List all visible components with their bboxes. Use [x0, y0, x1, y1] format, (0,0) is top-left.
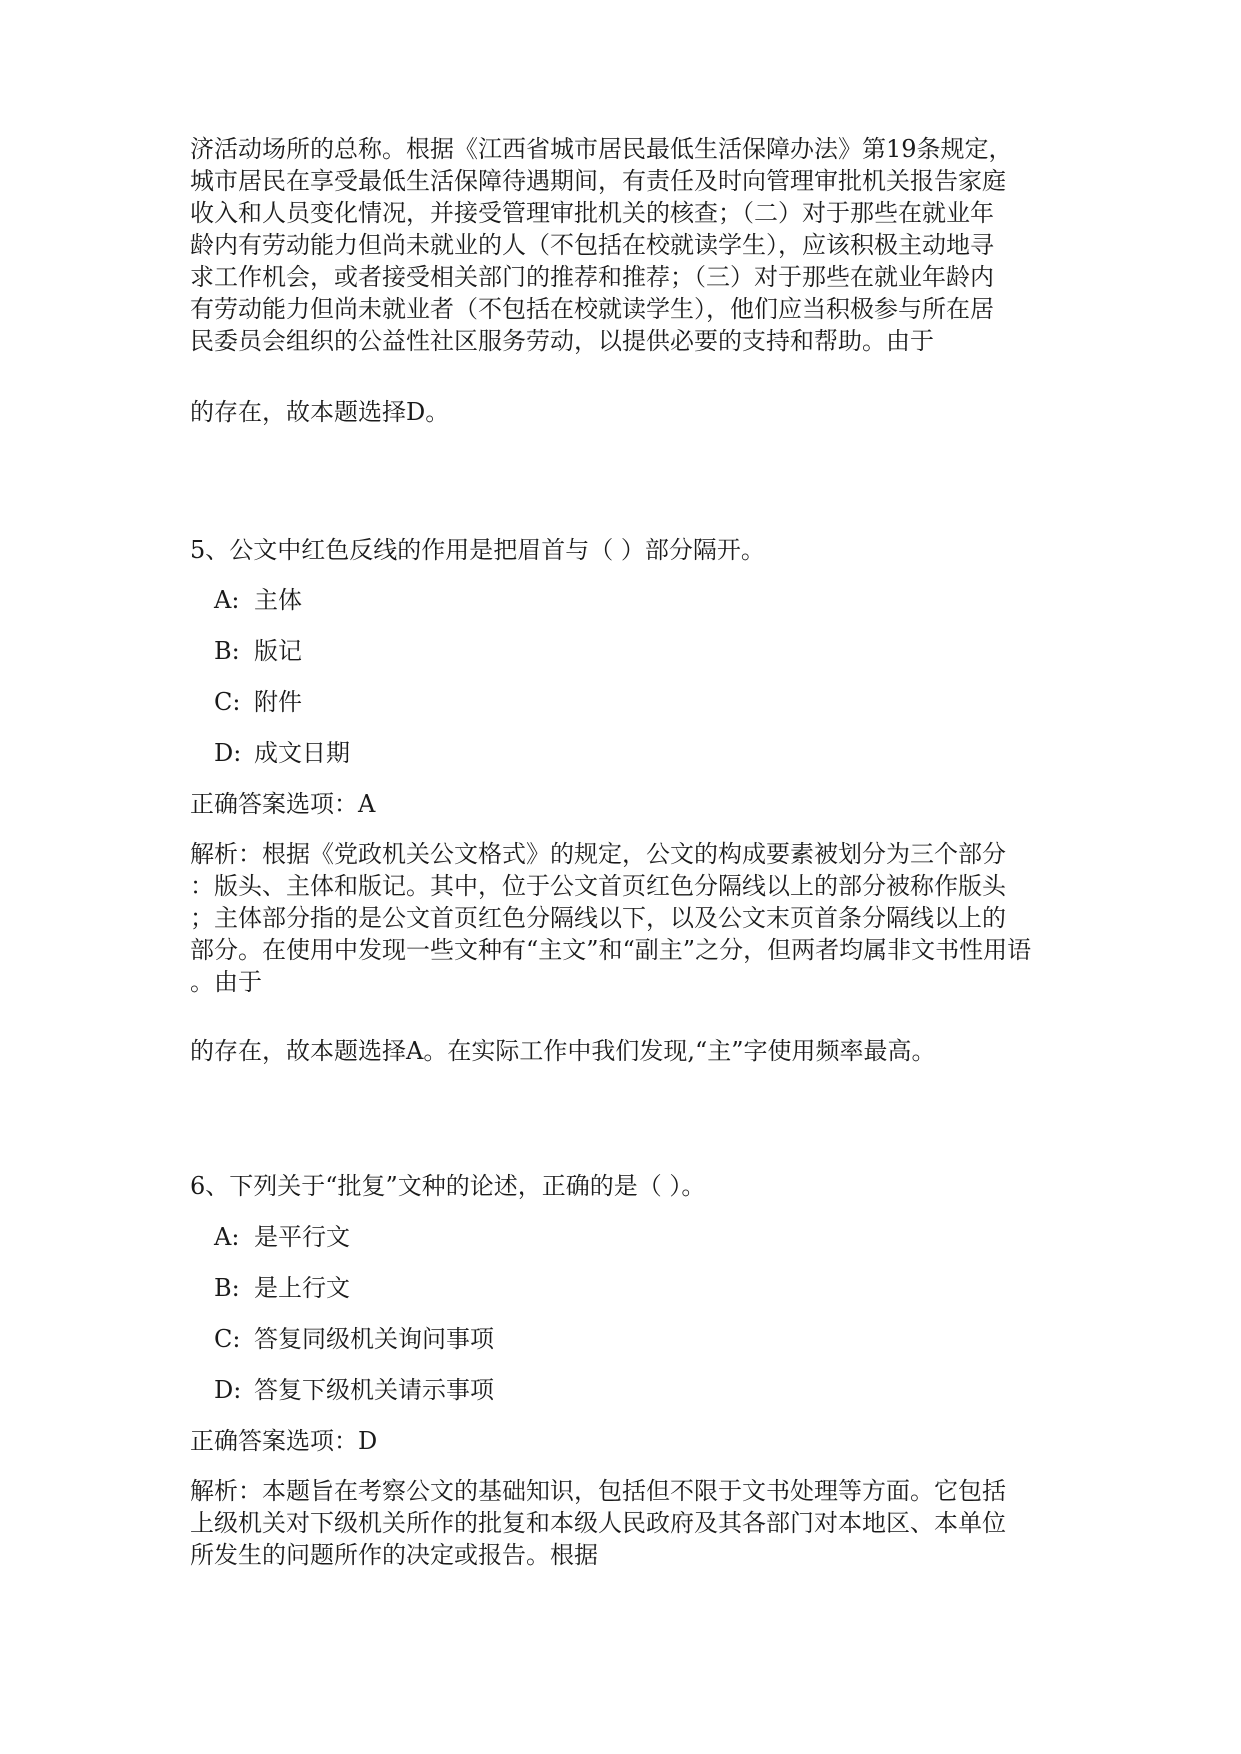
question-6-analysis	[190, 1475, 1050, 1571]
question-6-option-b	[214, 1272, 350, 1304]
text-line: 解析：本题旨在考察公文的基础知识，包括但不限于文书处理等方面。它包括	[190, 1477, 1006, 1505]
option-key: C:	[214, 1325, 241, 1353]
option-text: 附件	[254, 688, 302, 716]
option-key: A:	[214, 586, 240, 614]
option-key: C:	[214, 688, 241, 716]
text-line: 上级机关对下级机关所作的批复和本级人民政府及其各部门对本地区、本单位	[190, 1509, 1006, 1537]
text-line: 求工作机会，或者接受相关部门的推荐和推荐；（三）对于那些在就业年龄内	[190, 263, 994, 291]
text-line: 龄内有劳动能力但尚未就业的人（不包括在校就读学生），应该积极主动地寻	[190, 231, 994, 259]
question-6-option-d	[214, 1374, 494, 1406]
text-line: 城市居民在享受最低生活保障待遇期间，有责任及时向管理审批机关报告家庭	[190, 167, 1006, 195]
text-line: 民委员会组织的公益性社区服务劳动，以提供必要的支持和帮助。由于	[190, 327, 934, 355]
option-text: 是上行文	[254, 1274, 350, 1302]
text-line: 收入和人员变化情况，并接受管理审批机关的核查；（二）对于那些在就业年	[190, 199, 994, 227]
question-5-option-a	[214, 584, 302, 616]
option-text: 主体	[254, 586, 302, 614]
text-line: ；主体部分指的是公文首页红色分隔线以下，以及公文末页首条分隔线以上的	[190, 904, 1006, 932]
question-6-answer: 正确答案选项：D	[190, 1427, 378, 1455]
intro-paragraph	[190, 133, 1050, 357]
question-5-analysis	[190, 838, 1050, 998]
option-key: B:	[214, 1274, 240, 1302]
text-line: 所发生的问题所作的决定或报告。根据	[190, 1541, 598, 1569]
question-5-option-d	[214, 737, 350, 769]
question-5-conclusion: 的存在，故本题选择A。在实际工作中我们发现,“主”字使用频率最高。	[190, 1037, 936, 1065]
intro-conclusion: 的存在，故本题选择D。	[190, 398, 450, 426]
option-key: B:	[214, 637, 240, 665]
option-key: D:	[214, 739, 242, 767]
option-key: D:	[214, 1376, 242, 1404]
text-line: 有劳动能力但尚未就业者（不包括在校就读学生），他们应当积极参与所在居	[190, 295, 994, 323]
text-line: 解析：根据《党政机关公文格式》的规定，公文的构成要素被划分为三个部分	[190, 840, 1006, 868]
option-text: 版记	[254, 637, 302, 665]
question-6-option-a	[214, 1221, 350, 1253]
text-line: ：版头、主体和版记。其中，位于公文首页红色分隔线以上的部分被称作版头	[190, 872, 1006, 900]
text-line: 济活动场所的总称。根据《江西省城市居民最低生活保障办法》第19条规定，	[190, 135, 1013, 163]
question-6-option-c	[214, 1323, 494, 1355]
option-key: A:	[214, 1223, 240, 1251]
option-text: 答复下级机关请示事项	[254, 1376, 494, 1404]
question-5-answer: 正确答案选项：A	[190, 790, 376, 818]
text-line: 部分。在使用中发现一些文种有“主文”和“副主”之分，但两者均属非文书性用语	[190, 936, 1032, 964]
question-5-option-c	[214, 686, 302, 718]
text-line: 。由于	[190, 968, 262, 996]
question-6-title: 6、下列关于“批复”文种的论述，正确的是（ ）。	[190, 1172, 706, 1200]
option-text: 答复同级机关询问事项	[254, 1325, 494, 1353]
question-5-option-b	[214, 635, 302, 667]
option-text: 是平行文	[254, 1223, 350, 1251]
option-text: 成文日期	[254, 739, 350, 767]
question-5-title: 5、公文中红色反线的作用是把眉首与（ ）部分隔开。	[190, 536, 765, 564]
